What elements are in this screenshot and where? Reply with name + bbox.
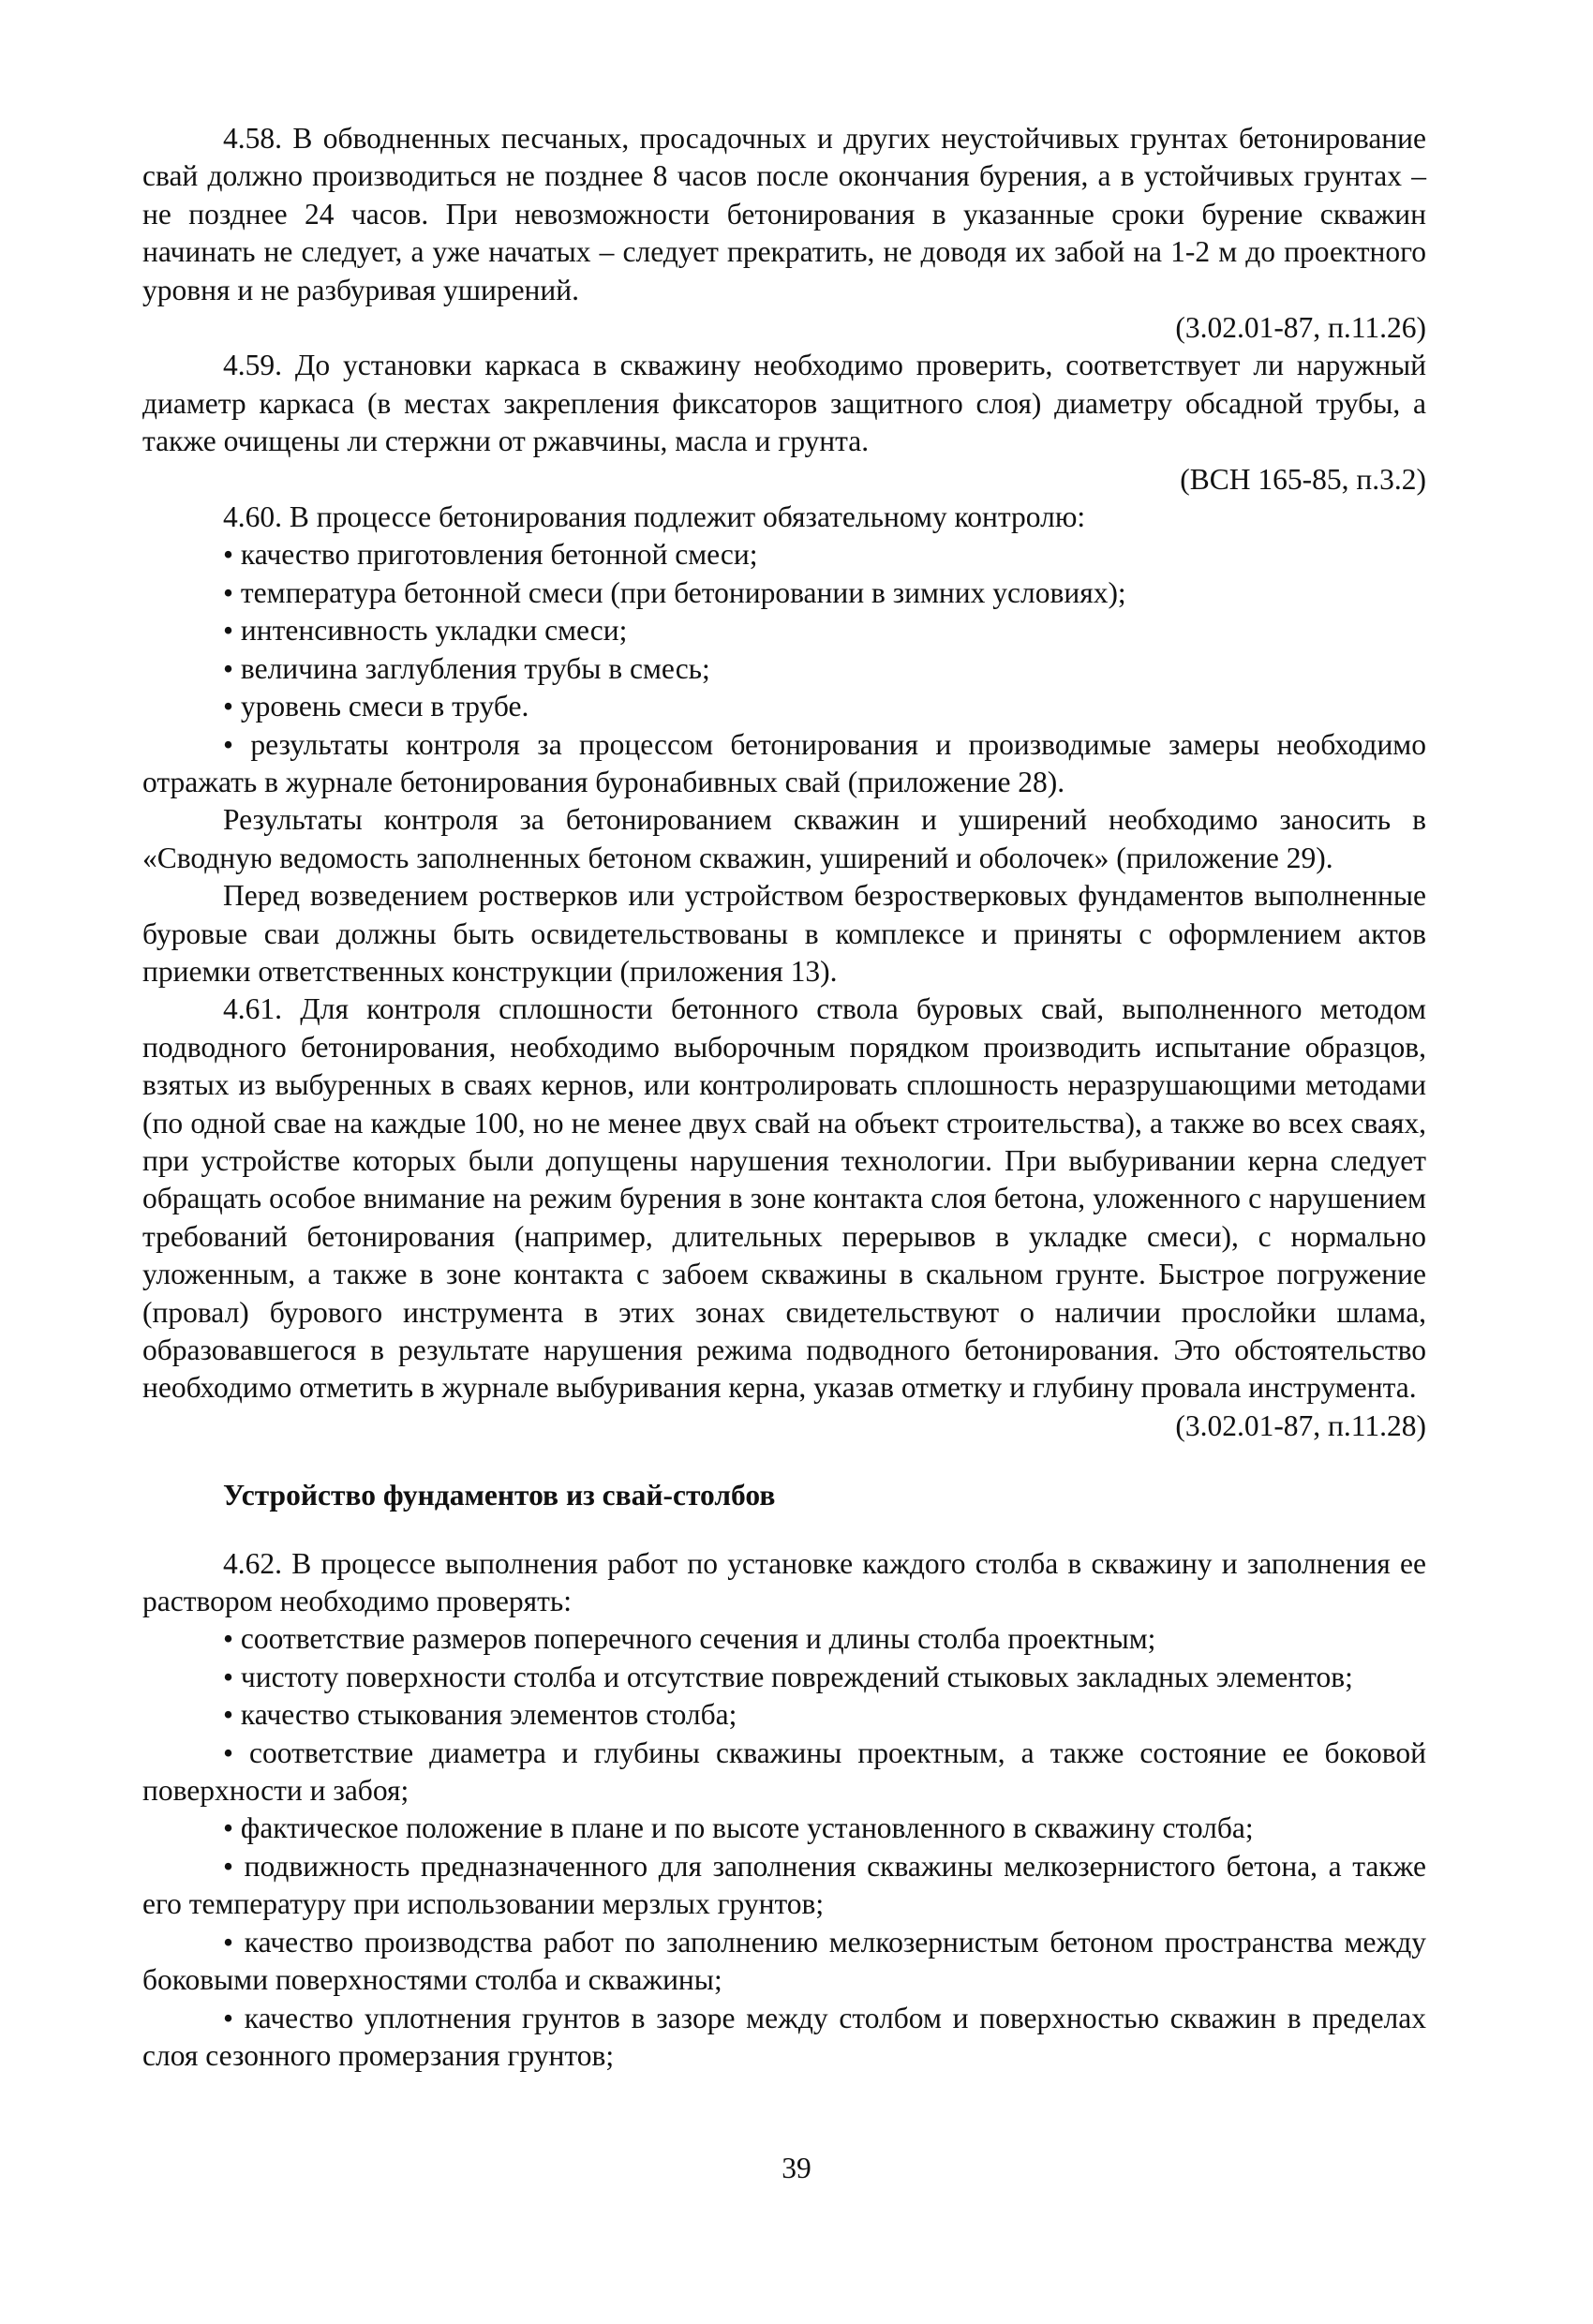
- paragraph-acceptance: Перед возведением ростверков или устройством безростверковых фундаментов выполненные буровые сваи должны быть освидетельствованы в комплексе и приняты с оформлением актов приемки ответственных конструкции (приложения 13).: [142, 879, 1426, 988]
- list-item: • качество приготовления бетонной смеси;: [223, 538, 758, 572]
- section-heading: Устройство фундаментов из свай-столбов: [223, 1479, 776, 1512]
- paragraph-4-62: 4.62. В процессе выполнения работ по установке каждого столба в скважину и заполнения ее раствором необходимо проверять:: [142, 1546, 1426, 1618]
- paragraph-4-61: 4.61. Для контроля сплошности бетонного ствола буровых свай, выполненного методом подводного бетонирования, необходимо выборочным порядком производить испытание образцов, взятых из выбуренных в сваях кернов, или контролировать сплошность неразрушающими методами (по одной свае на каждые 100, но не менее двух свай на объект строительства), а также во всех сваях, при устройстве которых были допущены нарушения технологии. При выбуривании керна следует обращать особое внимание на режим бурения в зоне контакта слоя бетона, уложенного с нарушением требований бетонирования (например, длительных перерывов в укладке смеси), с нормально уложенным, а также в зоне контакта с забоем скважины в скальном грунте. Быстрое погружение (провал) бурового инструмента в этих зонах свидетельствуют о наличии прослойки шлама, образовавшегося в результате нарушения режима подводного бетонирования. Это обстоятельство необходимо отметить в журнале выбуривания керна, указав отметку и глубину провала инструмента.: [142, 992, 1426, 1405]
- paragraph-control-results: Результаты контроля за бетонированием скважин и уширений необходимо заносить в «Сводную ведомость заполненных бетоном скважин, уширений и оболочек» (приложение 29).: [142, 803, 1426, 874]
- page-number: 39: [782, 2152, 811, 2184]
- reference-4-59: (ВСН 165-85, п.3.2): [1180, 462, 1426, 496]
- paragraph-4-59: 4.59. До установки каркаса в скважину необходимо проверить, соответствует ли наружный диаметр каркаса (в местах закрепления фиксаторов защитного слоя) диаметру обсадной трубы, а также очищены ли стержни от ржавчины, масла и грунта.: [142, 349, 1426, 458]
- reference-4-58: (3.02.01-87, п.11.26): [1175, 311, 1426, 345]
- list-item: • качество стыкования элементов столба;: [223, 1698, 737, 1732]
- list-item: • величина заглубления трубы в смесь;: [223, 651, 710, 685]
- list-item: • соответствие размеров поперечного сечения и длины столба проектным;: [223, 1622, 1156, 1656]
- document-body: [142, 120, 1426, 2075]
- list-item: • интенсивность укладки смеси;: [223, 614, 628, 648]
- list-item: • фактическое положение в плане и по высоте установленного в скважину столба;: [223, 1811, 1254, 1845]
- list-item: • результаты контроля за процессом бетонирования и производимые замеры необходимо отражать в журнале бетонирования буронабивных свай (приложение 28).: [142, 727, 1426, 798]
- list-item: • соответствие диаметра и глубины скважины проектным, а также состояние ее боковой поверхности и забоя;: [142, 1736, 1426, 1808]
- list-item: • качество производства работ по заполнению мелкозернистым бетоном пространства между боковыми поверхностями столба и скважины;: [142, 1925, 1426, 1997]
- list-item: • подвижность предназначенного для заполнения скважины мелкозернистого бетона, а также его температуру при использовании мерзлых грунтов;: [142, 1849, 1426, 1921]
- paragraph-4-60: 4.60. В процессе бетонирования подлежит обязательному контролю:: [223, 500, 1086, 534]
- list-item: • чистоту поверхности столба и отсутствие повреждений стыковых закладных элементов;: [223, 1660, 1353, 1693]
- list-item: • температура бетонной смеси (при бетонировании в зимних условиях);: [223, 575, 1126, 609]
- paragraph-4-58: 4.58. В обводненных песчаных, просадочных и других неустойчивых грунтах бетонирование свай должно производиться не позднее 8 часов после окончания бурения, а в устойчивых грунтах – не позднее 24 часов. При невозможности бетонирования в указанные сроки бурение скважин начинать не следует, а уже начатых – следует прекратить, не доводя их забой на 1-2 м до проектного уровня и не разбуривая уширений.: [142, 122, 1426, 306]
- list-item: • уровень смеси в трубе.: [223, 690, 529, 723]
- list-item: • качество уплотнения грунтов в зазоре между столбом и поверхностью скважин в пределах слоя сезонного промерзания грунтов;: [142, 2001, 1426, 2072]
- reference-4-61: (3.02.01-87, п.11.28): [1175, 1408, 1426, 1442]
